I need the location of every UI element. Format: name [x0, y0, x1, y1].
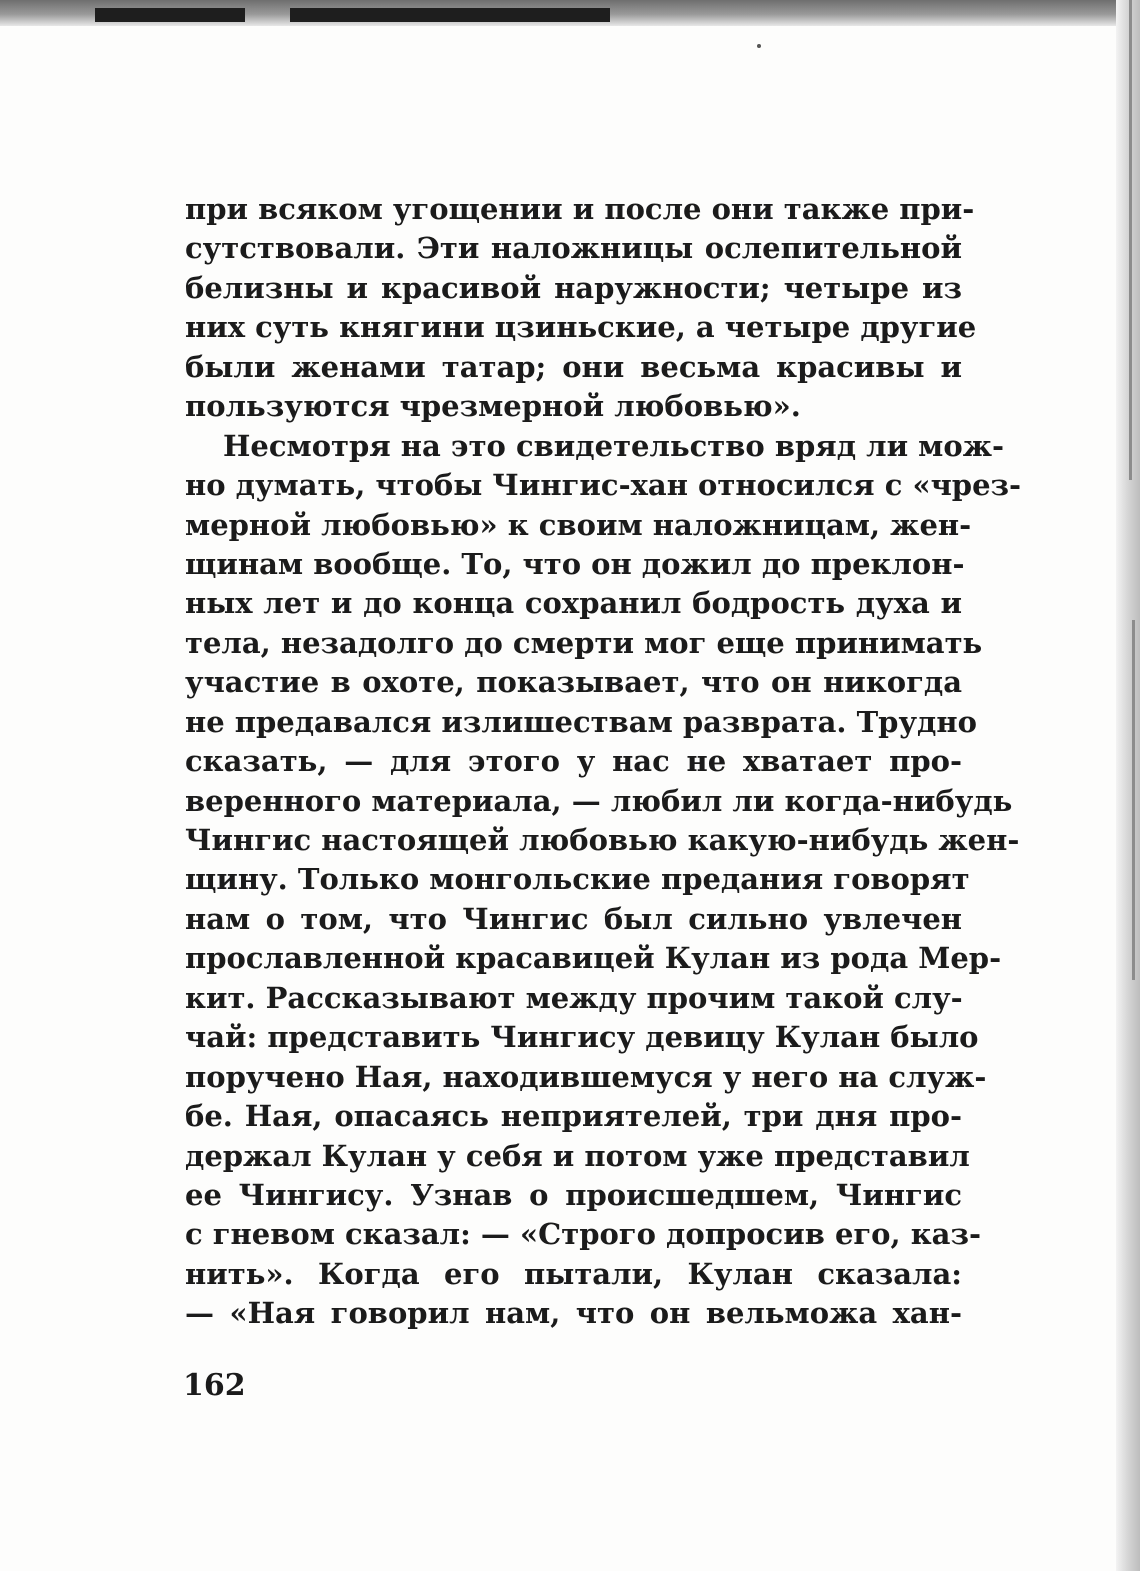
text-line: участие в охоте, показывает, что он никогда [185, 665, 962, 700]
text-line: чай: представить Чингису девицу Кулан было [185, 1020, 979, 1055]
text-line: нить». Когда его пытали, Кулан сказала: [185, 1256, 962, 1291]
scan-dark-streak [290, 8, 610, 22]
scan-dark-streak [95, 8, 245, 22]
text-line: них суть княгини цзиньские, а четыре другие [185, 310, 977, 345]
text-line: сказать, — для этого у нас не хватает про- [185, 744, 962, 779]
text-line: были женами татар; они весьма красивы и [185, 349, 962, 384]
text-line: щину. Только монгольские предания говорят [185, 862, 970, 897]
text-line: ных лет и до конца сохранил бодрость духа и [185, 586, 962, 621]
text-line: мерной любовью» к своим наложницам, жен- [185, 507, 972, 542]
text-line: при всяком угощении и после они также при- [185, 192, 975, 226]
text-line: щинам вообще. То, что он дожил до преклон- [185, 546, 965, 581]
text-line: прославленной красавицей Кулан из рода Мер- [185, 941, 1002, 976]
text-line: сутствовали. Эти наложницы ослепительной [185, 231, 962, 266]
page-number: 162 [183, 1368, 246, 1403]
text-line: нам о том, что Чингис был сильно увлечен [185, 901, 962, 936]
text-line: белизны и красивой наружности; четыре из [185, 270, 962, 305]
text-line: веренного материала, — любил ли когда-нибудь [185, 783, 1013, 818]
body-text [185, 190, 1022, 1334]
text-line: но думать, чтобы Чингис-хан относился с «чрез- [185, 468, 1022, 503]
text-line: пользуются чрезмерной любовью». [185, 389, 801, 424]
text-line: с гневом сказал: — «Строго допросив его, каз- [185, 1217, 981, 1252]
scan-edge-streak [1132, 620, 1135, 980]
text-line: Несмотря на это свидетельство вряд ли мож- [223, 428, 1005, 463]
paragraph [185, 427, 1022, 1334]
text-line: Чингис настоящей любовью какую-нибудь жен- [185, 823, 1020, 857]
text-line: поручено Ная, находившемуся у него на служ- [185, 1059, 987, 1094]
scan-speck [757, 44, 761, 48]
text-line: не предавался излишествам разврата. Трудно [185, 704, 977, 739]
text-line: тела, незадолго до смерти мог еще принимать [185, 625, 983, 660]
text-line: кит. Рассказывают между прочим такой слу- [185, 980, 963, 1015]
scan-edge-streak [1129, 0, 1132, 480]
paragraph [185, 190, 977, 427]
text-line: бе. Ная, опасаясь неприятелей, три дня про- [185, 1099, 962, 1134]
text-line: держал Кулан у себя и потом уже представил [185, 1138, 970, 1173]
scan-right-edge [1116, 0, 1140, 1571]
text-line: — «Ная говорил нам, что он вельможа хан- [185, 1296, 962, 1331]
text-line: ее Чингису. Узнав о происшедшем, Чингис [185, 1177, 962, 1212]
scan-top-edge [0, 0, 1140, 26]
